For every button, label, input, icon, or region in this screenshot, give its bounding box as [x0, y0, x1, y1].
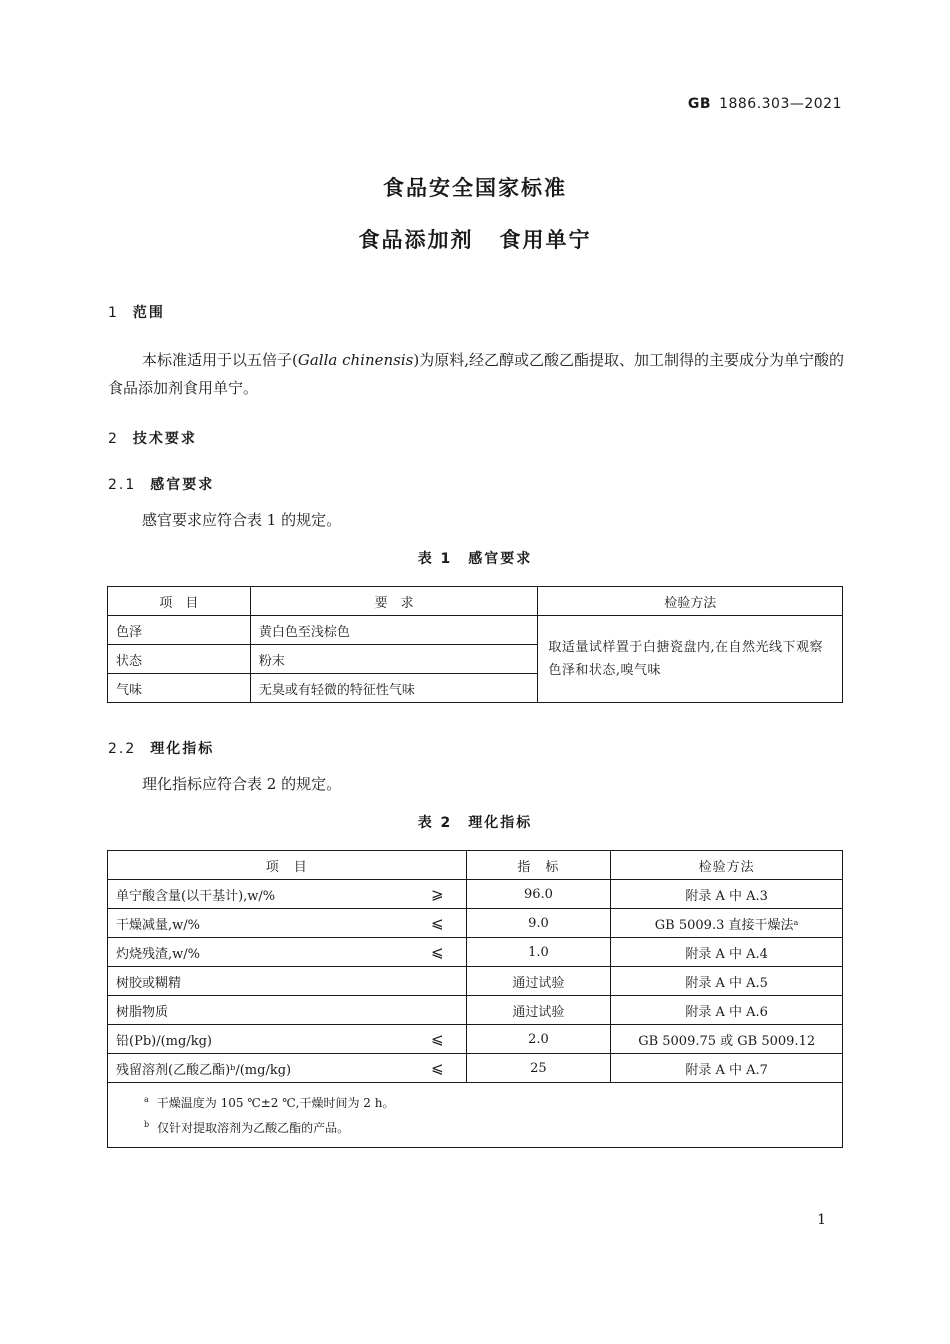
section-number: 2 [108, 431, 119, 447]
row-method: 附录 A 中 A.5 [611, 967, 843, 996]
item-label: 铅(Pb)/(mg/kg) [116, 1033, 212, 1049]
header-item: 项 目 [108, 587, 251, 616]
row-method: GB 5009.75 或 GB 5009.12 [611, 1025, 843, 1054]
scope-text-a: 本标准适用于以五倍子( [142, 351, 298, 369]
table-footnotes [108, 1083, 843, 1148]
subtitle-part-a: 食品添加剂 [358, 228, 474, 252]
scope-text-b: )为原料,经乙醇或乙酸乙酯提取、加工制得的主要成分为单宁酸的食品添加剂食用单宁。 [108, 351, 845, 397]
table-row [108, 1054, 843, 1083]
header-item: 项 目 [108, 851, 467, 880]
comparison-symbol: ⩽ [430, 943, 444, 961]
section-number: 1 [108, 305, 119, 321]
row-method: 附录 A 中 A.6 [611, 996, 843, 1025]
standard-prefix: GB [687, 96, 712, 112]
row-method: 附录 A 中 A.3 [611, 880, 843, 909]
table-footnotes-row [108, 1083, 843, 1148]
row-item [108, 938, 467, 967]
comparison-symbol: ⩽ [430, 914, 444, 932]
row-method: GB 5009.3 直接干燥法ᵃ [611, 909, 843, 938]
footnote-text: 干燥温度为 105 ℃±2 ℃,干燥时间为 2 h。 [156, 1096, 395, 1110]
table-row [108, 1025, 843, 1054]
standard-code: 1886.303—2021 [719, 96, 842, 112]
row-item [108, 880, 467, 909]
section-2-2-heading [108, 738, 214, 758]
section-2-1-heading [108, 474, 214, 494]
table-row [108, 938, 843, 967]
item-label: 灼烧残渣,w/% [116, 946, 200, 962]
section-1-paragraph [108, 346, 844, 402]
row-value: 通过试验 [466, 967, 611, 996]
physicochemical-indicators-table [107, 850, 843, 1148]
section-2-2-text [108, 770, 844, 798]
footnote-mark: b [144, 1120, 150, 1129]
row-value: 通过试验 [466, 996, 611, 1025]
row-method: 附录 A 中 A.4 [611, 938, 843, 967]
item-label: 残留溶剂(乙酸乙酯)ᵇ/(mg/kg) [116, 1062, 292, 1078]
page-number: 1 [817, 1212, 826, 1228]
table-1-caption: 表 1 感官要求 [417, 551, 533, 567]
row-item: 气味 [108, 674, 251, 703]
section-number: 2.1 [108, 477, 137, 493]
row-value: 25 [466, 1054, 611, 1083]
item-label: 单宁酸含量(以干基计),w/% [116, 888, 276, 904]
item-label: 树胶或糊精 [116, 975, 182, 991]
item-label: 树脂物质 [116, 1004, 169, 1020]
table-header-row [108, 851, 843, 880]
inspection-method: 取适量试样置于白搪瓷盘内,在自然光线下观察色泽和状态,嗅气味 [538, 616, 843, 703]
row-item [108, 1054, 467, 1083]
row-item: 状态 [108, 645, 251, 674]
comparison-symbol: ⩽ [430, 1059, 444, 1077]
row-value: 1.0 [466, 938, 611, 967]
sensory-requirements-table [107, 586, 843, 703]
document-subtitle [0, 224, 950, 254]
row-requirement: 无臭或有轻微的特征性气味 [250, 674, 538, 703]
footnote-text: 仅针对提取溶剂为乙酸乙酯的产品。 [157, 1121, 350, 1135]
footnote [144, 1089, 828, 1114]
section-2-1-text [108, 506, 844, 534]
section-2-2-sentence: 理化指标应符合表 2 的规定。 [142, 775, 342, 793]
row-requirement: 粉末 [250, 645, 538, 674]
section-2-1-sentence: 感官要求应符合表 1 的规定。 [142, 511, 342, 529]
table-header-row [108, 587, 843, 616]
document-title: 食品安全国家标准 [383, 176, 567, 200]
table-row [108, 967, 843, 996]
row-requirement: 黄白色至浅棕色 [250, 616, 538, 645]
row-item [108, 996, 467, 1025]
row-item [108, 967, 467, 996]
row-value: 2.0 [466, 1025, 611, 1054]
comparison-symbol: ⩽ [430, 1030, 444, 1048]
standard-number [688, 96, 842, 112]
row-item [108, 909, 467, 938]
section-title: 感官要求 [150, 477, 215, 493]
comparison-symbol: ⩾ [430, 885, 444, 903]
section-title: 范围 [132, 305, 165, 321]
row-value: 9.0 [466, 909, 611, 938]
row-item [108, 1025, 467, 1054]
scope-latin-name: Galla chinensis [297, 351, 414, 369]
subtitle-part-b: 食用单宁 [499, 228, 592, 252]
row-method: 附录 A 中 A.7 [611, 1054, 843, 1083]
header-method: 检验方法 [538, 587, 843, 616]
section-number: 2.2 [108, 741, 137, 757]
section-1-heading [108, 302, 165, 322]
header-indicator: 指 标 [466, 851, 611, 880]
section-title: 技术要求 [132, 431, 197, 447]
footnote-mark: a [144, 1095, 149, 1104]
row-value: 96.0 [466, 880, 611, 909]
table-row [108, 880, 843, 909]
header-requirement: 要 求 [250, 587, 538, 616]
table-2-caption: 表 2 理化指标 [417, 815, 533, 831]
row-item: 色泽 [108, 616, 251, 645]
footnote [144, 1114, 828, 1139]
item-label: 干燥减量,w/% [116, 917, 200, 933]
table-row [108, 616, 843, 645]
header-method: 检验方法 [611, 851, 843, 880]
table-row [108, 909, 843, 938]
section-title: 理化指标 [150, 741, 215, 757]
section-2-heading [108, 428, 197, 448]
table-row [108, 996, 843, 1025]
